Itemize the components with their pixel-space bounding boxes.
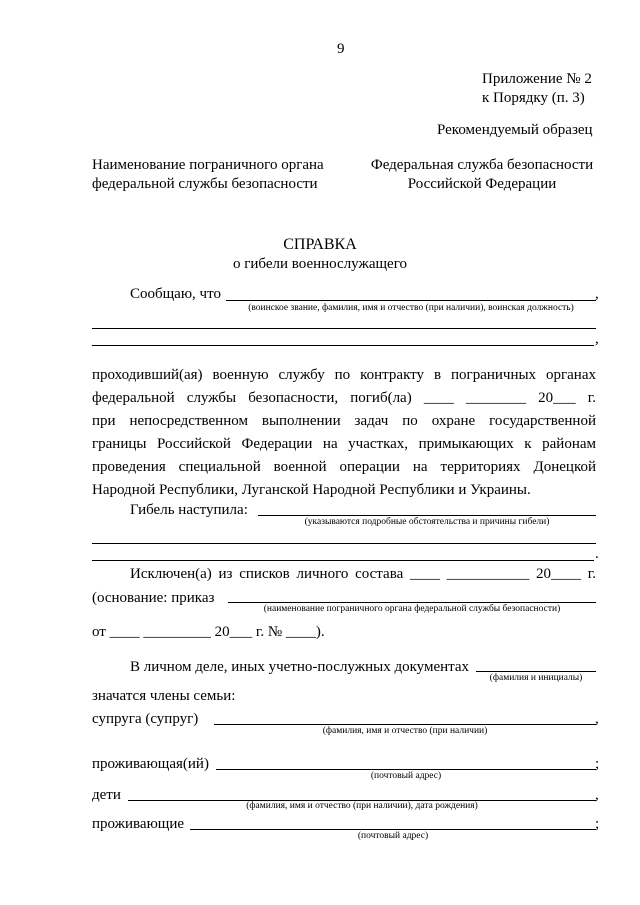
death-continuation-line-1[interactable] <box>92 543 596 544</box>
body-line-1: проходивший(ая) военную службу по контракту в пограничных органах <box>92 367 596 383</box>
children-label: дети <box>92 787 121 803</box>
residing-plural-field-line[interactable] <box>190 829 596 830</box>
spouse-field-hint: (фамилия, имя и отчество (при наличии) <box>322 726 488 736</box>
residing-plural-semicolon: ; <box>595 816 600 832</box>
personal-file-field-line[interactable] <box>476 671 596 672</box>
header-right-line1: Федеральная служба безопасности <box>370 157 594 173</box>
header-left-line1: Наименование пограничного органа <box>92 157 324 173</box>
body-line-5: проведения специальной военной операции на территориях Донецкой <box>92 459 596 475</box>
body-line-3: при непосредственном выполнении задач по охране государственной <box>92 413 596 429</box>
appendix-reference: к Порядку (п. 3) <box>482 90 585 106</box>
report-continuation-comma: , <box>595 331 599 347</box>
residing-plural-label: проживающие <box>92 816 185 832</box>
residing-single-field-line[interactable] <box>216 769 596 770</box>
body-line-6: Народной Республики, Луганской Народной Республики и Украины. <box>92 482 531 498</box>
document-subtitle: о гибели военнослужащего <box>233 256 407 272</box>
report-field-line[interactable] <box>226 300 596 301</box>
header-left-line2: федеральной службы безопасности <box>92 176 318 192</box>
personal-file-text: В личном деле, иных учетно-послужных документах <box>130 659 470 675</box>
header-right-line2: Российской Федерации <box>407 176 557 192</box>
excluded-text: Исключен(а) из списков личного состава ____ ___________ 20____ г. <box>130 566 596 582</box>
spouse-label: супруга (супруг) <box>92 711 199 727</box>
report-continuation-line-2[interactable] <box>92 345 594 346</box>
children-comma: , <box>595 787 599 803</box>
report-continuation-line-1[interactable] <box>92 328 596 329</box>
page-number: 9 <box>337 41 345 57</box>
basis-field-line[interactable] <box>228 602 596 603</box>
report-field-hint: (воинское звание, фамилия, имя и отчество (при наличии), воинская должность) <box>248 303 574 313</box>
family-members-label: значатся члены семьи: <box>92 688 236 704</box>
body-line-4: границы Российской Федерации на участках, примыкающих к районам <box>92 436 596 452</box>
document-title: СПРАВКА <box>283 236 357 253</box>
personal-file-hint: (фамилия и инициалы) <box>489 673 583 683</box>
children-field-hint: (фамилия, имя и отчество (при наличии), дата рождения) <box>246 801 478 811</box>
spouse-comma: , <box>595 711 599 727</box>
basis-field-hint: (наименование пограничного органа федеральной службы безопасности) <box>263 604 561 614</box>
report-label: Сообщаю, что <box>130 286 221 302</box>
death-field-line[interactable] <box>258 515 596 516</box>
death-continuation-period: . <box>595 546 599 562</box>
residing-single-hint: (почтовый адрес) <box>370 771 442 781</box>
order-date-text: от ____ _________ 20___ г. № ____). <box>92 624 325 640</box>
appendix-title: Приложение № 2 <box>482 71 592 87</box>
residing-single-label: проживающая(ий) <box>92 756 209 772</box>
recommended-sample-label: Рекомендуемый образец <box>437 122 593 138</box>
death-label: Гибель наступила: <box>130 502 248 518</box>
residing-plural-hint: (почтовый адрес) <box>357 831 429 841</box>
death-field-hint: (указываются подробные обстоятельства и причины гибели) <box>304 517 550 527</box>
report-comma: , <box>595 286 599 302</box>
spouse-field-line[interactable] <box>214 724 596 725</box>
residing-single-semicolon: ; <box>595 756 600 772</box>
basis-label: (основание: приказ <box>92 590 215 606</box>
death-continuation-line-2[interactable] <box>92 560 594 561</box>
body-line-2: федеральной службы безопасности, погиб(ла) ____ ________ 20___ г. <box>92 390 596 406</box>
